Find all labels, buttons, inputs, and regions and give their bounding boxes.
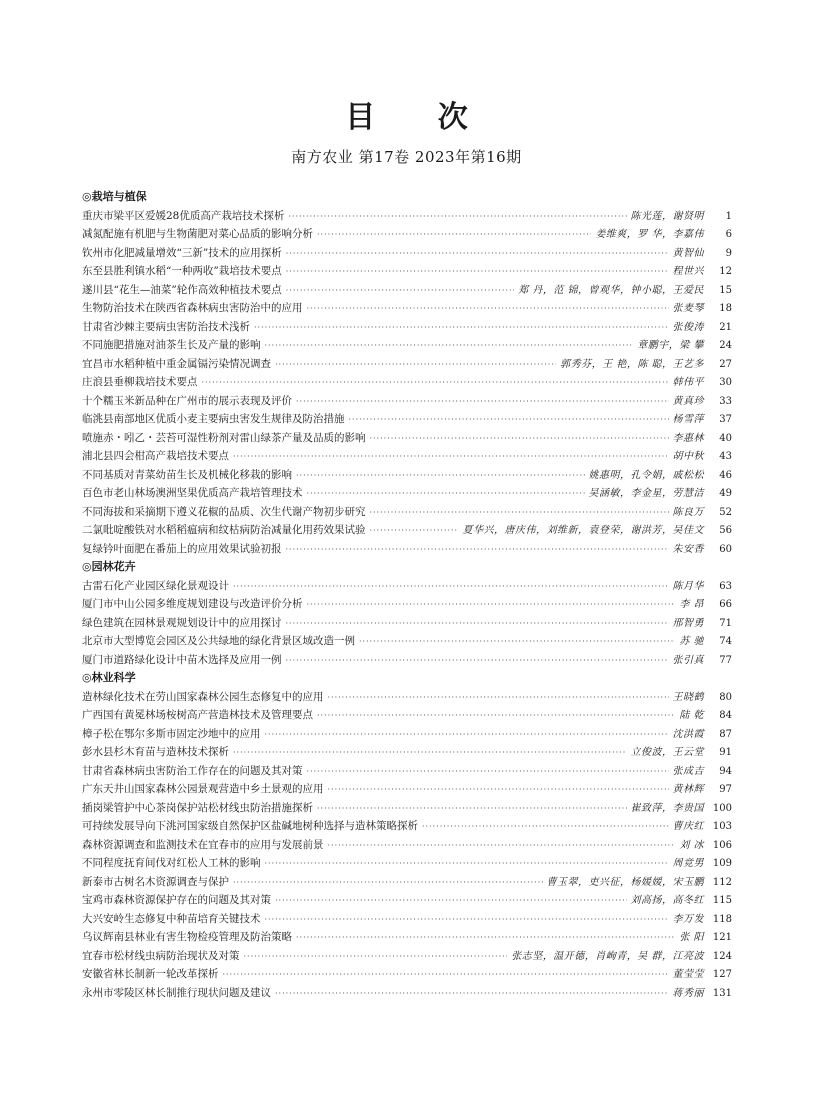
entry-authors: 李惠林	[672, 432, 704, 444]
entry-authors: 陈光莲，谢贤明	[630, 210, 704, 222]
toc-entry[interactable]	[82, 688, 732, 707]
dot-leader	[288, 208, 626, 227]
toc-entry[interactable]	[82, 854, 732, 873]
entry-authors: 张俊涛	[672, 321, 704, 333]
entry-title: 森林资源调查和监测技术在宜春市的应用与发展前景	[82, 838, 324, 851]
entry-authors: 郭秀芬，王 艳，陈 聪，王艺多	[560, 358, 704, 370]
entry-page-number: 21	[719, 321, 732, 333]
entry-authors: 黄真珍	[672, 395, 704, 407]
entry-title: 不同基质对青菜幼苗生长及机械化移栽的影响	[82, 468, 292, 481]
entry-page-number: 127	[712, 969, 732, 980]
entry-title: 二氯吡啶酸铁对水稻稻瘟病和纹枯病防治减量化用药效果试验	[82, 524, 366, 536]
dot-leader	[223, 966, 669, 985]
entry-authors: 胡中秋	[672, 451, 704, 462]
toc-entry[interactable]	[82, 725, 732, 744]
toc-entry[interactable]	[82, 225, 732, 244]
journal-issue-subtitle: 南方农业 第17卷 2023年第16期	[291, 148, 522, 166]
entry-title: 宜昌市水稻种植中重金属镉污染情况调查	[82, 357, 271, 370]
entry-title: 遂川县“花生—油菜”轮作高效种植技术要点	[82, 283, 282, 296]
dot-leader	[359, 633, 675, 652]
entry-page-number: 1	[725, 210, 732, 222]
entry-authors: 周竞男	[672, 858, 704, 869]
entry-page-number: 121	[712, 932, 732, 943]
entry-title: 不同海拔和采摘期下遵义花椒的品质、次生代谢产物初步研究	[82, 505, 366, 518]
entry-title: 广东天井山国家森林公园景观营造中乡土景观的应用	[82, 783, 324, 795]
dot-leader	[265, 911, 669, 930]
entry-title: 宜春市松材线虫病防治现状及对策	[82, 949, 240, 962]
entry-title: 厦门市道路绿化设计中苗木选择及应用一例	[82, 653, 282, 666]
entry-page-number: 74	[719, 636, 732, 647]
entry-title: 彭水县杉木育苗与造林技术探析	[82, 746, 229, 758]
dot-leader	[286, 282, 514, 301]
entry-page-number: 109	[712, 858, 732, 869]
entry-page-number: 94	[719, 765, 732, 777]
toc-entry[interactable]	[82, 799, 732, 818]
entry-title: 绿色建筑在园林景观规划设计中的应用探讨	[82, 616, 282, 629]
toc-entry[interactable]	[82, 780, 732, 799]
dot-leader	[275, 356, 556, 375]
dot-leader	[296, 393, 669, 412]
dot-leader	[370, 430, 669, 449]
entry-authors: 程世兴	[672, 266, 704, 277]
dot-leader	[307, 485, 585, 504]
dot-leader	[317, 800, 627, 819]
dot-leader	[307, 300, 669, 319]
entry-page-number: 12	[719, 266, 732, 277]
entry-page-number: 27	[719, 358, 732, 370]
toc-entry[interactable]	[82, 540, 732, 559]
entry-authors: 苏 驰	[679, 636, 704, 647]
toc-entry[interactable]	[82, 577, 732, 596]
dot-leader	[328, 689, 669, 708]
section-heading: ◎栽培与植保	[82, 190, 147, 203]
entry-title: 可持续发展导向下洮河国家级自然保护区盐碱地树种选择与造林策略探析	[82, 820, 418, 832]
dot-leader	[286, 541, 669, 560]
entry-title: 东至县胜利镇水稻“一种两收”栽培技术要点	[82, 265, 282, 277]
entry-page-number: 6	[725, 229, 732, 240]
dot-leader	[254, 319, 669, 338]
dot-leader	[328, 837, 676, 856]
toc-entry[interactable]	[82, 281, 732, 300]
dot-leader	[286, 245, 669, 264]
entry-page-number: 46	[719, 469, 732, 481]
entry-title: 造林绿化技术在劳山国家森林公园生态修复中的应用	[82, 690, 324, 703]
dot-leader	[296, 467, 585, 486]
entry-page-number: 60	[719, 543, 732, 555]
toc-entry[interactable]	[82, 743, 732, 762]
entry-page-number: 15	[719, 284, 732, 296]
toc-entry[interactable]	[82, 392, 732, 411]
entry-authors: 蒋秀丽	[672, 987, 704, 999]
entry-title: 乌议辉南县林业有害生物检疫管理及防治策略	[82, 931, 292, 943]
toc-entry[interactable]	[82, 447, 732, 466]
entry-page-number: 33	[719, 395, 732, 407]
entry-authors: 黄林辉	[672, 784, 704, 795]
entry-authors: 姜维爽，罗 华，李嘉伟	[595, 229, 704, 240]
entry-page-number: 49	[719, 488, 732, 499]
entry-page-number: 115	[712, 895, 732, 906]
dot-leader	[286, 652, 669, 671]
toc-entry[interactable]	[82, 873, 732, 892]
entry-page-number: 66	[719, 599, 732, 610]
entry-title: 不同程度抚育间伐对红松人工林的影响	[82, 857, 261, 869]
dot-leader	[202, 374, 669, 393]
entry-authors: 王晓鹤	[672, 691, 704, 703]
entry-title: 插岗梁管护中心茶岗保护站松材线虫防治措施探析	[82, 801, 313, 814]
toc-entry[interactable]	[82, 651, 732, 670]
entry-page-number: 63	[719, 580, 732, 592]
entry-authors: 杨雪萍	[672, 414, 704, 425]
entry-title: 不同施肥措施对油茶生长及产量的影响	[82, 339, 261, 351]
entry-page-number: 24	[719, 340, 732, 351]
entry-authors: 张引真	[672, 654, 704, 666]
entry-title: 新泰市古树名木资源调查与保护	[82, 875, 229, 888]
toc-entry[interactable]	[82, 244, 732, 263]
dot-leader	[422, 818, 669, 837]
entry-authors: 陈良万	[672, 506, 704, 518]
entry-authors: 立俊波，王云堂	[630, 747, 704, 758]
dot-leader	[286, 615, 669, 634]
entry-title: 古雷石化产业园区绿化景观设计	[82, 579, 229, 592]
toc-entry[interactable]	[82, 965, 732, 984]
section-heading: ◎园林花卉	[82, 560, 136, 573]
dot-leader	[296, 929, 675, 948]
toc-entry[interactable]	[82, 207, 732, 226]
entry-page-number: 87	[719, 728, 732, 740]
entry-title: 甘肃省森林病虫害防治工作存在的问题及其对策	[82, 764, 303, 777]
entry-page-number: 40	[719, 432, 732, 444]
entry-page-number: 18	[719, 303, 732, 314]
entry-page-number: 103	[712, 821, 732, 832]
toc-entry[interactable]	[82, 318, 732, 337]
dot-leader	[307, 596, 676, 615]
entry-title: 樟子松在鄂尔多斯市固定沙地中的应用	[82, 727, 261, 740]
dot-leader	[233, 578, 669, 597]
entry-title: 永州市零陵区林长制推行现状问题及建议	[82, 986, 271, 999]
dot-leader	[370, 522, 459, 541]
dot-leader	[328, 781, 669, 800]
toc-entry[interactable]	[82, 355, 732, 374]
toc-entry[interactable]	[82, 262, 732, 281]
entry-page-number: 131	[712, 987, 732, 999]
entry-authors: 陆 乾	[679, 710, 704, 721]
toc-entry[interactable]	[82, 410, 732, 429]
table-of-contents	[82, 188, 732, 1002]
entry-authors: 夏华兴，唐庆伟，刘维新，袁登荣，谢洪芳，吴佳文	[462, 525, 704, 536]
entry-authors: 张志坚，温开德，肖峋青，吴 群，江亮波	[511, 950, 704, 962]
toc-entry[interactable]	[82, 484, 732, 503]
dot-leader	[275, 892, 627, 911]
dot-leader	[233, 744, 627, 763]
toc-entry[interactable]	[82, 632, 732, 651]
entry-title: 宝鸡市森林资源保护存在的问题及其对策	[82, 894, 271, 906]
toc-entry[interactable]	[82, 817, 732, 836]
page-title: 目 次	[345, 100, 494, 135]
toc-entry[interactable]	[82, 614, 732, 633]
toc-entry[interactable]	[82, 429, 732, 448]
entry-authors: 崔致萍，李贵国	[630, 802, 704, 814]
toc-entry[interactable]	[82, 891, 732, 910]
entry-authors: 张麦琴	[672, 303, 704, 314]
dot-leader	[233, 874, 543, 893]
entry-authors: 章鹏宇，梁 攀	[637, 340, 704, 351]
entry-title: 钦州市化肥减量增效“三新”技术的应用探析	[82, 246, 282, 259]
entry-page-number: 71	[719, 617, 732, 629]
entry-authors: 朱安香	[672, 543, 704, 555]
entry-authors: 陈月华	[672, 580, 704, 592]
dot-leader	[286, 263, 669, 282]
entry-title: 浦北县四会柑高产栽培技术要点	[82, 450, 229, 462]
entry-title: 甘肃省沙棘主要病虫害防治技术浅析	[82, 320, 250, 333]
entry-title: 厦门市中山公园多维度规划建设与改造评价分析	[82, 598, 303, 610]
entry-title: 减氮配施有机肥与生物菌肥对菜心品质的影响分析	[82, 228, 313, 240]
entry-authors: 曹玉翠，吏兴征，杨媛媛，宋玉鹏	[546, 876, 704, 888]
entry-page-number: 106	[712, 839, 732, 851]
entry-page-number: 124	[712, 950, 732, 962]
toc-entry[interactable]	[82, 762, 732, 781]
entry-title: 大兴安岭生态修复中种苗培育关键技术	[82, 912, 261, 925]
entry-authors: 董莹莹	[672, 969, 704, 980]
entry-page-number: 84	[719, 710, 732, 721]
toc-entry[interactable]	[82, 910, 732, 929]
dot-leader	[370, 504, 669, 523]
dot-leader	[265, 855, 669, 874]
entry-page-number: 37	[719, 414, 732, 425]
entry-page-number: 9	[725, 247, 732, 259]
entry-title: 临洮县南部地区优质小麦主要病虫害发生规律及防治措施	[82, 413, 345, 425]
entry-authors: 曹庆红	[672, 821, 704, 832]
toc-entry[interactable]	[82, 947, 732, 966]
entry-authors: 沈洪霞	[672, 728, 704, 740]
toc-entry[interactable]	[82, 503, 732, 522]
toc-entry[interactable]	[82, 373, 732, 392]
entry-authors: 吴涵敏，李金星，劳慧洁	[588, 488, 704, 499]
entry-authors: 张成吉	[672, 765, 704, 777]
entry-authors: 刘高扬，高冬红	[630, 895, 704, 906]
dot-leader	[244, 948, 508, 967]
section-heading: ◎林业科学	[82, 671, 136, 684]
entry-title: 生物防治技术在陕西省森林病虫害防治中的应用	[82, 302, 303, 314]
entry-title: 十个糯玉米新品种在广州市的展示表现及评价	[82, 394, 292, 407]
entry-page-number: 43	[719, 451, 732, 462]
entry-authors: 黄智仙	[672, 247, 704, 259]
toc-entry[interactable]	[82, 595, 732, 614]
dot-leader	[233, 448, 669, 467]
dot-leader	[265, 337, 634, 356]
dot-leader	[317, 707, 675, 726]
entry-page-number: 97	[719, 784, 732, 795]
entry-authors: 李 昂	[679, 599, 704, 610]
entry-title: 复绿钤叶面肥在番茄上的应用效果试验初报	[82, 542, 282, 555]
dot-leader	[349, 411, 669, 430]
toc-entry[interactable]	[82, 984, 732, 1003]
entry-page-number: 30	[719, 377, 732, 388]
entry-authors: 邢智勇	[672, 617, 704, 629]
entry-authors: 姚惠明，孔令娟，戚松松	[588, 469, 704, 481]
entry-page-number: 91	[719, 747, 732, 758]
entry-title: 广西国有黄冕林场桉树高产营造林技术及管理要点	[82, 709, 313, 721]
entry-page-number: 77	[719, 654, 732, 666]
entry-title: 百色市老山林场澳洲坚果优质高产栽培管理技术	[82, 487, 303, 499]
entry-authors: 张 阳	[679, 932, 704, 943]
toc-entry[interactable]	[82, 928, 732, 947]
entry-page-number: 80	[719, 691, 732, 703]
entry-title: 庄浪县垂柳栽培技术要点	[82, 376, 198, 388]
toc-entry[interactable]	[82, 521, 732, 540]
entry-authors: 李万发	[672, 913, 704, 925]
toc-entry[interactable]	[82, 466, 732, 485]
entry-title: 北京市大型博览会园区及公共绿地的绿化背景区域改造一例	[82, 635, 355, 647]
toc-entry[interactable]	[82, 706, 732, 725]
dot-leader	[307, 763, 669, 782]
entry-title: 喷施赤・吲乙・芸苔可湿性粉剂对雷山绿茶产量及品质的影响	[82, 431, 366, 444]
toc-entry[interactable]	[82, 299, 732, 318]
entry-title: 安徽省林长制新一轮改革探析	[82, 968, 219, 980]
entry-page-number: 112	[712, 876, 732, 888]
entry-title: 重庆市梁平区爱媛28优质高产栽培技术探析	[82, 209, 285, 222]
toc-entry[interactable]	[82, 336, 732, 355]
entry-page-number: 52	[719, 506, 732, 518]
toc-entry[interactable]	[82, 836, 732, 855]
dot-leader	[265, 726, 669, 745]
dot-leader	[275, 985, 669, 1004]
dot-leader	[317, 226, 591, 245]
entry-page-number: 56	[719, 525, 732, 536]
entry-page-number: 100	[712, 802, 732, 814]
entry-authors: 刘 冰	[679, 839, 704, 851]
entry-authors: 韩伟平	[672, 377, 704, 388]
entry-authors: 郑 丹，范 锦，曾观华，钟小聪，王爱民	[518, 284, 704, 296]
entry-page-number: 118	[712, 913, 732, 925]
